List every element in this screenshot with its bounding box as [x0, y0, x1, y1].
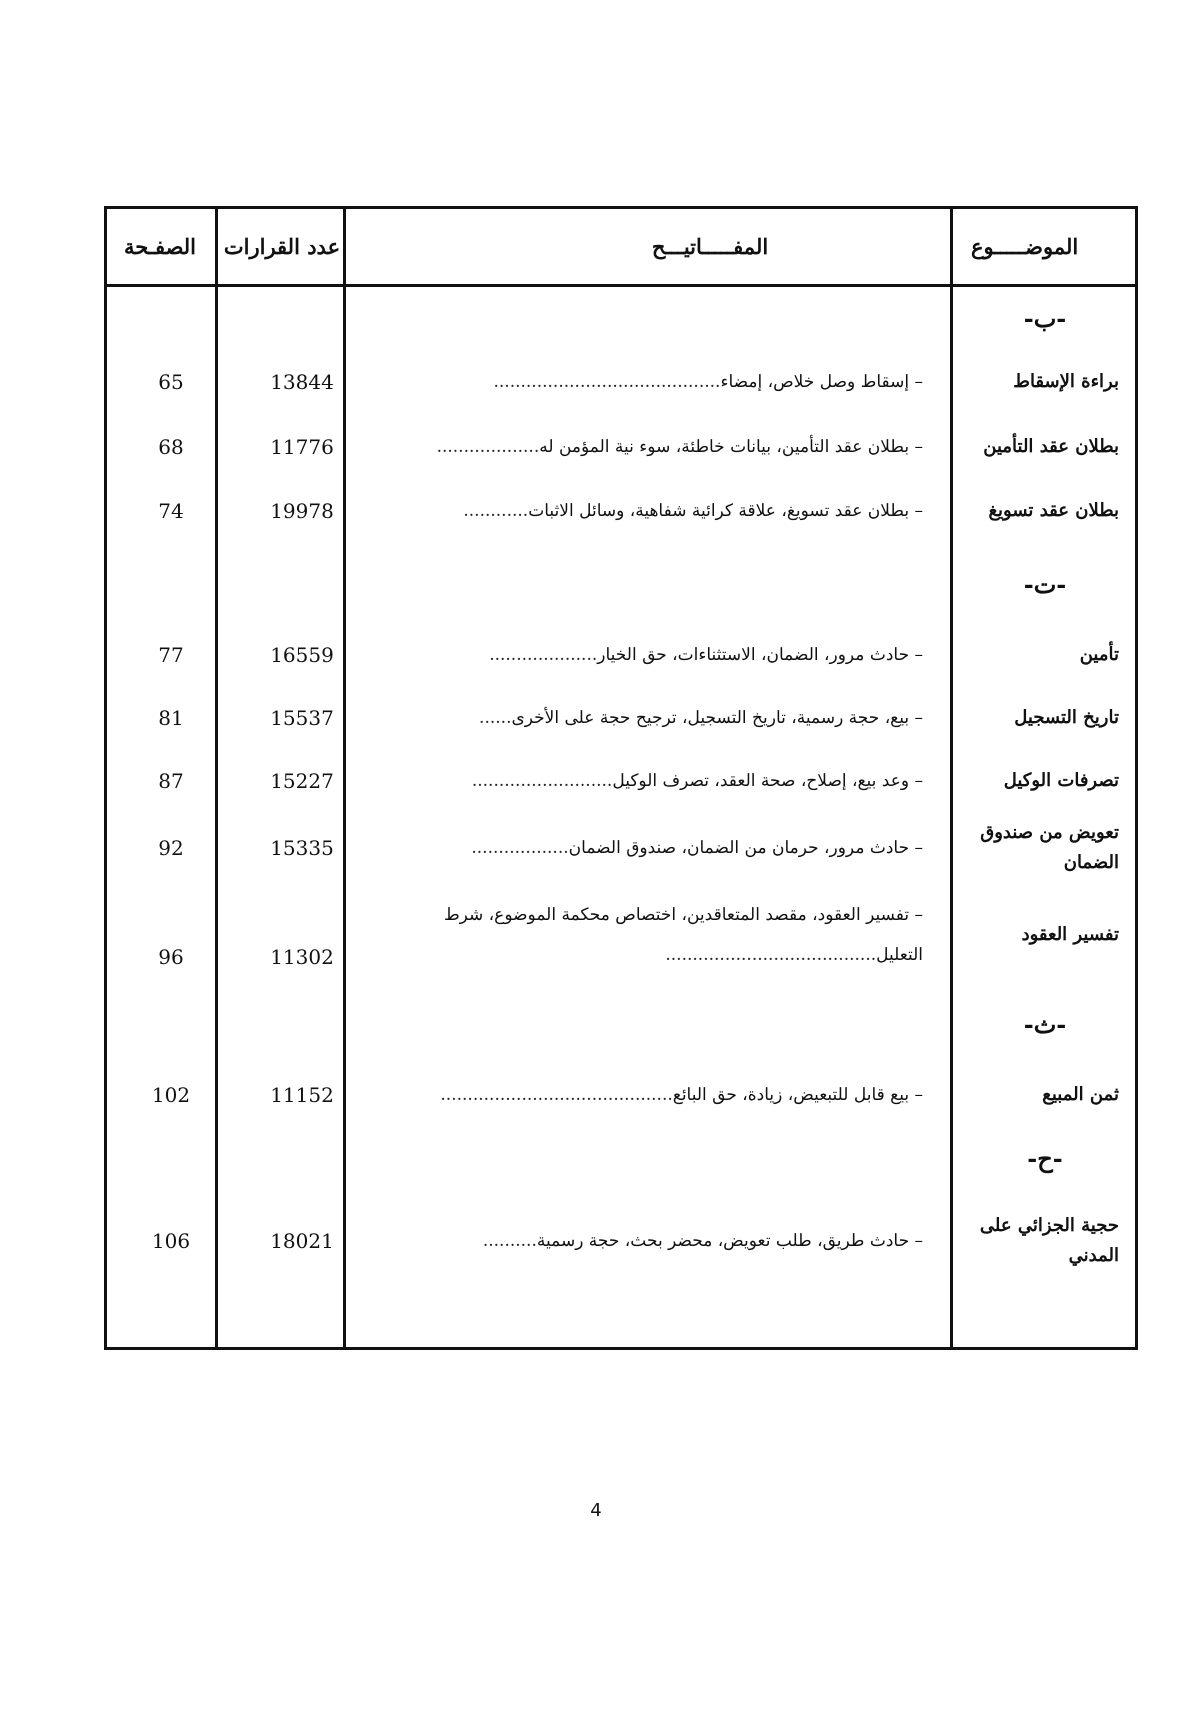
row-decisions-count: 19978	[270, 499, 334, 523]
row-page: 74	[158, 499, 184, 523]
row-keywords: – بيع، حجة رسمية، تاريخ التسجيل، ترجيح حجة على الأخرى......	[479, 708, 923, 728]
row-topic: تعويض من صندوق الضمان	[980, 822, 1119, 873]
table-row	[107, 625, 1135, 685]
row-page: 68	[158, 435, 184, 459]
table-header	[107, 209, 1135, 287]
row-page: 65	[158, 370, 184, 394]
row-page: 87	[158, 769, 184, 793]
table-row	[107, 885, 1135, 985]
section-letter: -ث-	[1023, 1009, 1067, 1039]
row-topic: حجية الجزائي على المدني	[979, 1215, 1119, 1266]
section-letter-row	[107, 287, 1135, 349]
row-topic: بطلان عقد تسويغ	[988, 500, 1119, 521]
table-row	[107, 1189, 1135, 1293]
keywords-text: – حادث طريق، طلب تعويض، محضر بحث، حجة رسمية	[536, 1231, 923, 1251]
keywords-text: – تفسير العقود، مقصد المتعاقدين، اختصاص محكمة الموضوع، شرط التعليل	[443, 905, 923, 965]
row-page: 106	[151, 1229, 191, 1253]
row-decisions-count: 15227	[270, 769, 334, 793]
row-decisions-count: 11152	[270, 1083, 334, 1107]
page-number: 4	[590, 1500, 602, 1521]
table-row	[107, 685, 1135, 751]
header-keywords: المفـــــاتيـــح	[651, 234, 769, 259]
table-row	[107, 349, 1135, 415]
row-keywords: – بطلان عقد التأمين، بيانات خاطئة، سوء نية المؤمن له...................	[436, 437, 923, 457]
row-page: 102	[151, 1083, 191, 1107]
row-decisions-count: 11302	[270, 945, 334, 969]
row-decisions-count: 18021	[270, 1229, 334, 1253]
index-table	[104, 206, 1138, 1350]
keywords-text: – حادث مرور، حرمان من الضمان، صندوق الضمان	[568, 838, 923, 858]
row-topic: ثمن المبيع	[1042, 1084, 1119, 1105]
row-keywords: – حادث مرور، حرمان من الضمان، صندوق الضمان..................	[471, 838, 923, 858]
keywords-text: – بطلان عقد تسويغ، علاقة كرائية شفاهية، وسائل الاثبات	[528, 501, 923, 521]
row-decisions-count: 11776	[270, 435, 334, 459]
row-page: 92	[158, 836, 184, 860]
row-keywords: – حادث طريق، طلب تعويض، محضر بحث، حجة رسمية..........	[482, 1231, 923, 1251]
keywords-text: – بطلان عقد التأمين، بيانات خاطئة، سوء نية المؤمن له	[539, 437, 923, 457]
row-decisions-count: 16559	[270, 643, 334, 667]
section-letter-row	[107, 1127, 1135, 1189]
keywords-text: – بيع، حجة رسمية، تاريخ التسجيل، ترجيح حجة على الأخرى	[511, 708, 923, 728]
row-keywords: – بيع قابل للتبعيض، زيادة، حق البائع...........................................	[440, 1085, 923, 1105]
row-page: 81	[158, 706, 184, 730]
keywords-text: – إسقاط وصل خلاص، إمضاء	[720, 372, 923, 392]
table-row	[107, 751, 1135, 811]
row-topic: بطلان عقد التأمين	[983, 436, 1119, 457]
header-page: الصفـحة	[123, 234, 197, 259]
row-keywords: – إسقاط وصل خلاص، إمضاء..........................................	[493, 372, 923, 392]
row-decisions-count: 15335	[270, 836, 334, 860]
row-keywords: – تفسير العقود، مقصد المتعاقدين، اختصاص محكمة الموضوع، شرط التعليل.......................................	[443, 905, 923, 965]
row-decisions-count: 13844	[270, 370, 334, 394]
section-letter: -ب-	[1023, 303, 1067, 333]
table-row	[107, 1063, 1135, 1127]
row-topic: تفسير العقود	[1021, 924, 1119, 945]
keywords-text: – وعد بيع، إصلاح، صحة العقد، تصرف الوكيل	[612, 771, 923, 791]
table-row	[107, 415, 1135, 479]
keywords-text: – حادث مرور، الضمان، الاستثناءات، حق الخيار	[597, 645, 923, 665]
section-letter: -ح-	[1027, 1143, 1063, 1173]
row-keywords: – حادث مرور، الضمان، الاستثناءات، حق الخيار....................	[489, 645, 923, 665]
row-topic: تاريخ التسجيل	[1014, 707, 1119, 728]
row-keywords: – بطلان عقد تسويغ، علاقة كرائية شفاهية، وسائل الاثبات............	[463, 501, 923, 521]
row-topic: تأمين	[1079, 644, 1119, 665]
row-page: 77	[158, 643, 184, 667]
table-row	[107, 479, 1135, 543]
header-topic: الموضـــــوع	[971, 234, 1079, 259]
keywords-text: – بيع قابل للتبعيض، زيادة، حق البائع	[672, 1085, 923, 1105]
row-topic: تصرفات الوكيل	[1003, 770, 1119, 791]
section-letter: -ت-	[1023, 569, 1067, 599]
section-letter-row	[107, 985, 1135, 1063]
section-letter-row	[107, 543, 1135, 625]
row-topic: براءة الإسقاط	[1013, 371, 1119, 392]
table-row	[107, 811, 1135, 885]
header-decisions-count: عدد القرارات	[223, 234, 341, 259]
row-page: 96	[158, 945, 184, 969]
row-keywords: – وعد بيع، إصلاح، صحة العقد، تصرف الوكيل..........................	[471, 771, 923, 791]
row-decisions-count: 15537	[270, 706, 334, 730]
